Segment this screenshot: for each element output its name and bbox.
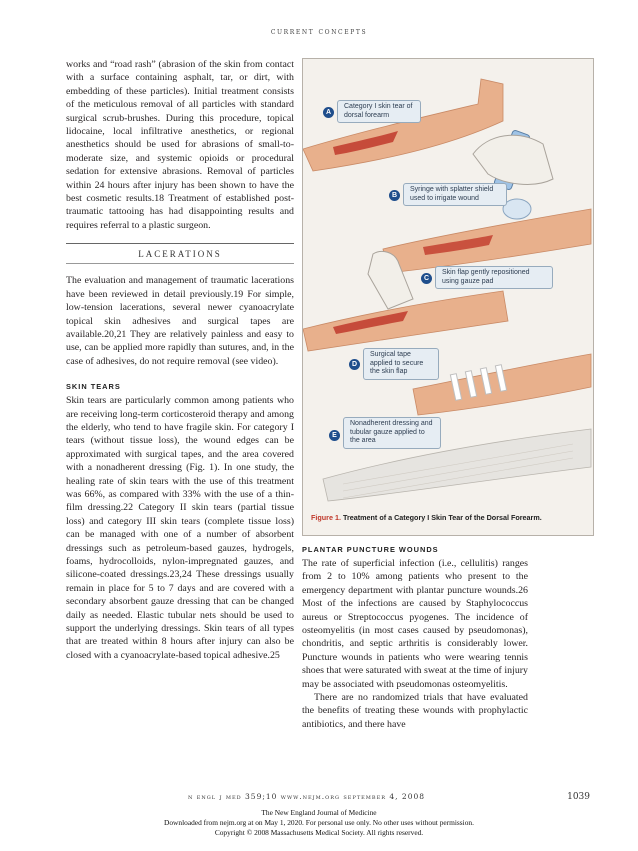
panel-label-d: Surgical tape applied to secure the skin flap: [363, 348, 439, 380]
panel-badge-e: E: [329, 430, 340, 441]
notice-copyright: Copyright © 2008 Massachusetts Medical Society. All rights reserved.: [214, 828, 424, 837]
left-column: [66, 58, 294, 662]
panel-label-e: Nonadherent dressing and tubular gauze applied to the area: [343, 417, 441, 449]
notice-journal: The New England Journal of Medicine: [261, 808, 377, 817]
caption-number: Figure 1.: [311, 513, 341, 522]
figure-1: [302, 58, 594, 536]
download-notice: [0, 808, 638, 838]
caption-text: Treatment of a Category I Skin Tear of the Dorsal Forearm.: [342, 513, 542, 522]
figure-caption: [311, 513, 542, 522]
notice-download: Downloaded from nejm.org at on May 1, 2020. For personal use only. No other uses without permission.: [164, 818, 474, 827]
panel-badge-c: C: [421, 273, 432, 284]
paragraph-plantar-1: The rate of superficial infection (i.e., cellulitis) ranges from 2 to 10% among patients who present to the emergency department with plantar puncture wounds.26 Most of the infections are caused by Staphylococcus aureus or Streptococcus pyogenes. The incidence of osteomyelitis (in most cases caused by pseudomonas), chondritis, and septic arthritis is considerably lower. Puncture wounds in patients who were wearing tennis shoes that were saturated with sweat at the time of injury may be associated with pseudomonas osteomyelitis.: [302, 558, 528, 690]
panel-badge-a: A: [323, 107, 334, 118]
paragraph-skin-tears: Skin tears are particularly common among patients who are receiving long-term corticosteroid therapy and among the elderly, who tend to have fragile skin. For category I tears (without tissue loss), the wound edges can be approximated with surgical tapes, and the area covered with a nonadherent dressing (Fig. 1). In one study, the healing rate of skin tears with the use of this treatment was 66%, as compared with 33% with the use of a thin-film dressing.22 Category II skin tears (partial tissue loss) and category III skin tears (complete tissue loss) can be managed with one of a number of absorbent dressings such as petroleum-based gauzes, hydrogels, foams, hydrocolloids, nylon-impregnated gauzes, and silicone-coated dressings.23,24 These dressings usually remain in place for 5 to 7 days and are covered with a secondary absorbent gauze dressing that can be changed daily as needed. Elastic tubular nets should be used to support the underlying dressings. Skin tears of all types that are treated within 8 hours after injury can also be closed with a cyanoacrylate-based topical adhesive.25: [66, 395, 294, 661]
paragraph-road-rash: works and “road rash” (abrasion of the skin from contact with a surface containing asphalt, tar, or dirt, with embedding of these particles). Initial treatment consists of the meticulous removal of all particles with standard surgical scrub-brushes. During this procedure, topical lidocaine, local infiltrative anesthetics, or regional anesthetics should be used for abrasions of small-to-moderate size, and systemic opioids or procedural sedation for extensive abrasions. Removal of particles within 24 hours after injury has been shown to have the best cosmetic results.18 Treatment of established post-traumatic tattooing has had disappointing results and requires referral to a plastic surgeon.: [66, 59, 294, 231]
panel-badge-d: D: [349, 359, 360, 370]
panel-label-b: Syringe with splatter shield used to irrigate wound: [403, 183, 507, 206]
arm-panel-a: [303, 79, 503, 171]
subheading-skin-tears: SKIN TEARS: [66, 382, 121, 392]
paragraph-lacerations: The evaluation and management of traumatic lacerations have been reviewed in detail previously.19 For simple, low-tension lacerations, several newer cyanoacrylate topical skin adhesives and surgical tapes are available.20,21 They are relatively painless and easy to use, can be applied more rapidly than sutures, and, in the case of adhesives, do not require removal (see video).: [66, 275, 294, 367]
right-column: [302, 545, 528, 731]
section-heading-lacerations: LACERATIONS: [66, 243, 294, 264]
panel-label-c: Skin flap gently repositioned using gauze pad: [435, 266, 553, 289]
panel-label-a: Category I skin tear of dorsal forearm: [337, 100, 421, 123]
page-number: 1039: [567, 792, 590, 802]
running-head: current concepts: [270, 27, 368, 36]
subheading-plantar-puncture: PLANTAR PUNCTURE WOUNDS: [302, 545, 439, 554]
arm-panel-d: [413, 354, 591, 415]
panel-badge-b: B: [389, 190, 400, 201]
paragraph-plantar-2: There are no randomized trials that have evaluated the benefits of treating these wounds with prophylactic antibiotics, and there have: [302, 692, 528, 730]
journal-citation: n engl j med 359;10 www.nejm.org september 4, 2008: [188, 792, 426, 801]
